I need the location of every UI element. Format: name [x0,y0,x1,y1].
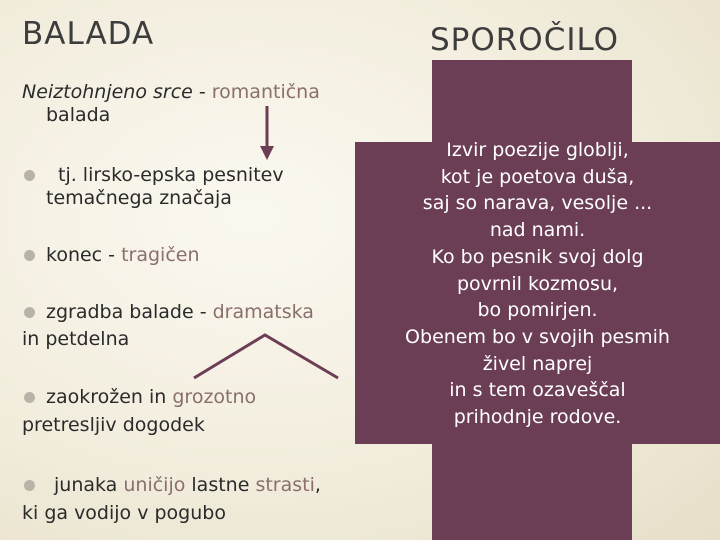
message-line: kot je poetova duša, [440,165,635,188]
item-5-accent-a: uničijo [123,474,186,496]
message-line: nad nami. [489,219,586,242]
page-title: BALADA [22,16,155,52]
intro-line-2: balada [46,104,111,126]
item-5-text-c: , [314,474,321,496]
message-line: saj so narava, vesolje ... [422,192,653,215]
item-4-text: zaokrožen in [46,386,173,408]
item-3-text: zgradba balade - [46,301,213,323]
item-3-line-2: in petdelna [22,328,130,350]
item-1-line-1: tj. lirsko-epska pesnitev [58,164,284,186]
message-line: prihodnje rodove. [453,406,622,429]
message-text [355,137,720,431]
item-2-accent: tragičen [121,244,200,266]
item-1-line-2: temačnega značaja [46,187,232,209]
intro-dash: - [192,81,212,103]
item-4-line-2: pretresljiv dogodek [22,414,205,436]
item-5-line-2: ki ga vodijo v pogubo [22,502,226,524]
item-5-text-b: lastne [185,474,256,496]
item-3-accent: dramatska [212,301,314,323]
message-line: Ko bo pesnik svoj dolg [431,245,644,268]
item-2-text: konec - [46,244,122,266]
message-line: povrnil kozmosu, [456,272,619,295]
message-line: Obenem bo v svojih pesmih [405,325,670,348]
item-5-text-a: junaka [54,474,124,496]
message-line: Izvir poezije globlji, [446,139,629,161]
message-title: SPOROČILO [430,22,620,58]
item-4-accent: grozotno [172,386,257,408]
message-line: bo pomirjen. [477,299,598,322]
item-5-accent-b: strasti [255,474,315,496]
message-line: in s tem ozaveščal [449,379,626,402]
chevron-connector [194,335,338,378]
message-line: živel naprej [482,352,593,375]
intro-accent: romantična [211,81,320,103]
poem-title: Neiztohnjeno srce [22,81,193,103]
down-arrow-head [260,146,274,160]
